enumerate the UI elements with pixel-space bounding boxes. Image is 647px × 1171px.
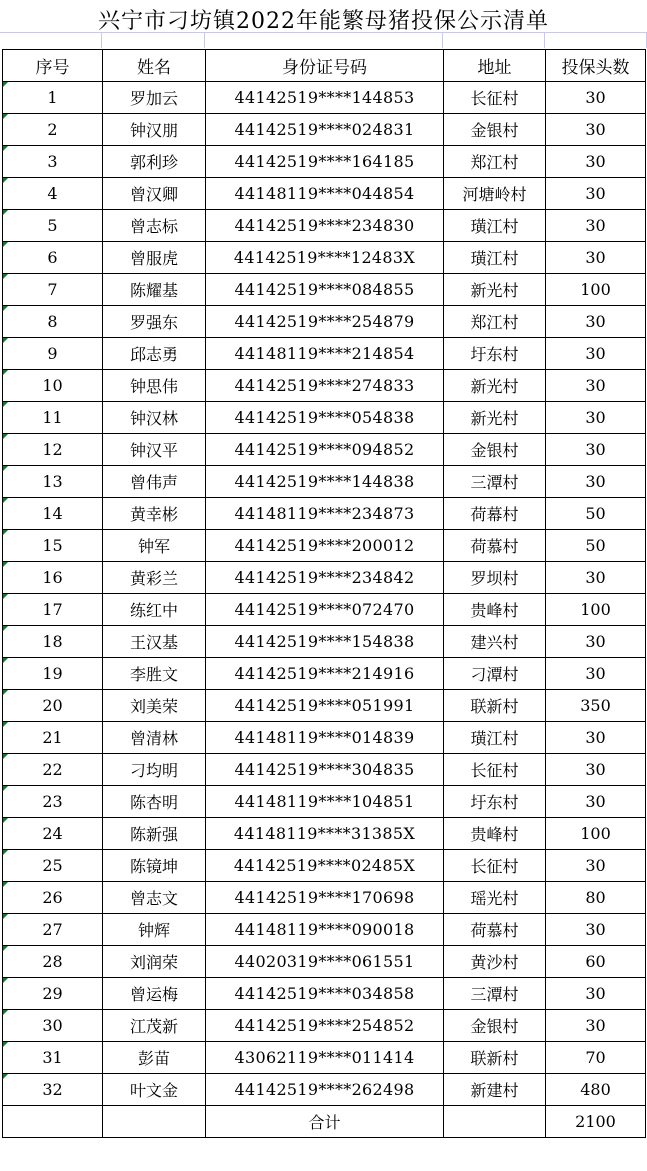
row-address-cell[interactable]: 金银村	[444, 1010, 546, 1042]
row-address-cell[interactable]: 刁潭村	[444, 658, 546, 690]
row-serial-cell[interactable]: 2	[3, 114, 103, 146]
row-count-cell[interactable]: 30	[546, 82, 646, 114]
table-row	[3, 434, 646, 466]
table-row	[3, 882, 646, 914]
row-id-cell[interactable]: 44142519****214916	[206, 658, 444, 690]
row-address-cell[interactable]: 郑江村	[444, 306, 546, 338]
row-address-cell[interactable]: 长征村	[444, 754, 546, 786]
row-name-cell[interactable]: 钟汉平	[103, 434, 206, 466]
row-count-cell[interactable]: 480	[546, 1074, 646, 1106]
row-serial-cell[interactable]: 22	[3, 754, 103, 786]
table-row	[3, 146, 646, 178]
row-count-cell[interactable]: 30	[546, 978, 646, 1010]
table-row	[3, 850, 646, 882]
row-name-cell[interactable]: 刘润荣	[103, 946, 206, 978]
row-serial-cell[interactable]: 19	[3, 658, 103, 690]
row-count-cell[interactable]: 30	[546, 146, 646, 178]
row-address-cell[interactable]: 贵峰村	[444, 818, 546, 850]
row-address-cell[interactable]: 郑江村	[444, 146, 546, 178]
row-id-cell[interactable]: 44142519****254852	[206, 1010, 444, 1042]
row-name-cell[interactable]: 陈新强	[103, 818, 206, 850]
row-serial-cell[interactable]: 7	[3, 274, 103, 306]
sheet-gridline	[101, 32, 102, 48]
row-name-cell[interactable]: 曾志标	[103, 210, 206, 242]
table-row	[3, 338, 646, 370]
row-address-cell[interactable]: 璜江村	[444, 242, 546, 274]
sheet-gridline	[204, 32, 205, 48]
table-row	[3, 626, 646, 658]
sheet-gridline	[442, 32, 443, 48]
row-id-cell[interactable]: 44142519****084855	[206, 274, 444, 306]
sheet-gridline	[544, 32, 545, 48]
header-address[interactable]: 地址	[444, 50, 546, 82]
row-name-cell[interactable]: 黄彩兰	[103, 562, 206, 594]
table-row	[3, 978, 646, 1010]
total-label[interactable]: 合计	[206, 1106, 444, 1138]
row-id-cell[interactable]: 44142519****254879	[206, 306, 444, 338]
row-address-cell[interactable]: 金银村	[444, 114, 546, 146]
table-row	[3, 402, 646, 434]
row-serial-cell[interactable]: 10	[3, 370, 103, 402]
table-row	[3, 658, 646, 690]
row-id-cell[interactable]: 44148119****104851	[206, 786, 444, 818]
row-count-cell[interactable]: 50	[546, 498, 646, 530]
row-name-cell[interactable]: 练红中	[103, 594, 206, 626]
row-name-cell[interactable]: 曾伟声	[103, 466, 206, 498]
row-count-cell[interactable]: 100	[546, 594, 646, 626]
row-id-cell[interactable]: 44142519****144838	[206, 466, 444, 498]
row-id-cell[interactable]: 44142519****304835	[206, 754, 444, 786]
row-serial-cell[interactable]: 18	[3, 626, 103, 658]
row-id-cell[interactable]: 44148119****31385X	[206, 818, 444, 850]
row-address-cell[interactable]: 三潭村	[444, 978, 546, 1010]
row-name-cell[interactable]: 江茂新	[103, 1010, 206, 1042]
row-count-cell[interactable]: 30	[546, 914, 646, 946]
row-name-cell[interactable]: 彭苗	[103, 1042, 206, 1074]
row-serial-cell[interactable]: 30	[3, 1010, 103, 1042]
row-name-cell[interactable]: 陈杏明	[103, 786, 206, 818]
total-empty-cell[interactable]	[444, 1106, 546, 1138]
row-name-cell[interactable]: 钟汉林	[103, 402, 206, 434]
row-serial-cell[interactable]: 26	[3, 882, 103, 914]
row-count-cell[interactable]: 30	[546, 338, 646, 370]
row-serial-cell[interactable]: 17	[3, 594, 103, 626]
header-row	[3, 50, 646, 82]
row-count-cell[interactable]: 30	[546, 1010, 646, 1042]
row-address-cell[interactable]: 璜江村	[444, 722, 546, 754]
row-address-cell[interactable]: 荷慕村	[444, 530, 546, 562]
row-name-cell[interactable]: 叶文金	[103, 1074, 206, 1106]
sheet-gridline	[0, 32, 647, 33]
row-address-cell[interactable]: 新光村	[444, 402, 546, 434]
row-serial-cell[interactable]: 9	[3, 338, 103, 370]
row-address-cell[interactable]: 联新村	[444, 690, 546, 722]
row-count-cell[interactable]: 50	[546, 530, 646, 562]
row-name-cell[interactable]: 曾汉卿	[103, 178, 206, 210]
row-name-cell[interactable]: 钟汉朋	[103, 114, 206, 146]
row-serial-cell[interactable]: 11	[3, 402, 103, 434]
table-row	[3, 242, 646, 274]
row-serial-cell[interactable]: 24	[3, 818, 103, 850]
table-row	[3, 1010, 646, 1042]
row-name-cell[interactable]: 曾运梅	[103, 978, 206, 1010]
row-address-cell[interactable]: 长征村	[444, 850, 546, 882]
row-name-cell[interactable]: 邱志勇	[103, 338, 206, 370]
row-id-cell[interactable]: 44142519****262498	[206, 1074, 444, 1106]
row-address-cell[interactable]: 河塘岭村	[444, 178, 546, 210]
row-id-cell[interactable]: 44142519****154838	[206, 626, 444, 658]
table-row	[3, 690, 646, 722]
row-id-cell[interactable]: 44142519****034858	[206, 978, 444, 1010]
insurance-list-table	[2, 49, 646, 1138]
table-row	[3, 498, 646, 530]
row-count-cell[interactable]: 30	[546, 466, 646, 498]
row-serial-cell[interactable]: 3	[3, 146, 103, 178]
row-id-cell[interactable]: 44148119****234873	[206, 498, 444, 530]
row-address-cell[interactable]: 圩东村	[444, 786, 546, 818]
row-count-cell[interactable]: 60	[546, 946, 646, 978]
row-name-cell[interactable]: 郭利珍	[103, 146, 206, 178]
total-empty-cell[interactable]	[103, 1106, 206, 1138]
row-id-cell[interactable]: 44142519****274833	[206, 370, 444, 402]
table-row	[3, 914, 646, 946]
row-id-cell[interactable]: 43062119****011414	[206, 1042, 444, 1074]
table-row	[3, 370, 646, 402]
row-address-cell[interactable]: 新光村	[444, 274, 546, 306]
row-serial-cell[interactable]: 27	[3, 914, 103, 946]
row-name-cell[interactable]: 李胜文	[103, 658, 206, 690]
row-id-cell[interactable]: 44142519****164185	[206, 146, 444, 178]
row-address-cell[interactable]: 联新村	[444, 1042, 546, 1074]
row-count-cell[interactable]: 30	[546, 210, 646, 242]
row-name-cell[interactable]: 王汉基	[103, 626, 206, 658]
row-address-cell[interactable]: 新光村	[444, 370, 546, 402]
row-count-cell[interactable]: 30	[546, 242, 646, 274]
row-id-cell[interactable]: 44142519****170698	[206, 882, 444, 914]
header-serial[interactable]: 序号	[3, 50, 103, 82]
row-address-cell[interactable]: 罗坝村	[444, 562, 546, 594]
table-row	[3, 82, 646, 114]
row-count-cell[interactable]: 30	[546, 114, 646, 146]
row-count-cell[interactable]: 30	[546, 786, 646, 818]
row-serial-cell[interactable]: 6	[3, 242, 103, 274]
row-count-cell[interactable]: 30	[546, 850, 646, 882]
table-row	[3, 466, 646, 498]
row-name-cell[interactable]: 陈耀基	[103, 274, 206, 306]
row-serial-cell[interactable]: 1	[3, 82, 103, 114]
row-name-cell[interactable]: 钟思伟	[103, 370, 206, 402]
row-count-cell[interactable]: 30	[546, 402, 646, 434]
total-value[interactable]: 2100	[546, 1106, 646, 1138]
row-serial-cell[interactable]: 16	[3, 562, 103, 594]
total-empty-cell[interactable]	[3, 1106, 103, 1138]
table-row	[3, 562, 646, 594]
row-count-cell[interactable]: 70	[546, 1042, 646, 1074]
row-name-cell[interactable]: 钟辉	[103, 914, 206, 946]
row-id-cell[interactable]: 44142519****072470	[206, 594, 444, 626]
row-count-cell[interactable]: 30	[546, 434, 646, 466]
row-address-cell[interactable]: 圩东村	[444, 338, 546, 370]
row-id-cell[interactable]: 44142519****234830	[206, 210, 444, 242]
row-serial-cell[interactable]: 15	[3, 530, 103, 562]
table-row	[3, 114, 646, 146]
row-serial-cell[interactable]: 12	[3, 434, 103, 466]
table-row	[3, 818, 646, 850]
table-row	[3, 786, 646, 818]
row-name-cell[interactable]: 曾清林	[103, 722, 206, 754]
row-address-cell[interactable]: 荷幕村	[444, 498, 546, 530]
row-serial-cell[interactable]: 32	[3, 1074, 103, 1106]
table-row	[3, 530, 646, 562]
total-row	[3, 1106, 646, 1138]
row-address-cell[interactable]: 璜江村	[444, 210, 546, 242]
table-row	[3, 274, 646, 306]
header-name[interactable]: 姓名	[103, 50, 206, 82]
table-row	[3, 1074, 646, 1106]
row-serial-cell[interactable]: 8	[3, 306, 103, 338]
row-name-cell[interactable]: 罗强东	[103, 306, 206, 338]
row-count-cell[interactable]: 350	[546, 690, 646, 722]
row-serial-cell[interactable]: 28	[3, 946, 103, 978]
row-serial-cell[interactable]: 31	[3, 1042, 103, 1074]
row-count-cell[interactable]: 100	[546, 818, 646, 850]
row-count-cell[interactable]: 30	[546, 370, 646, 402]
row-address-cell[interactable]: 荷慕村	[444, 914, 546, 946]
row-address-cell[interactable]: 新建村	[444, 1074, 546, 1106]
row-name-cell[interactable]: 曾志文	[103, 882, 206, 914]
row-id-cell[interactable]: 44148119****044854	[206, 178, 444, 210]
row-id-cell[interactable]: 44142519****12483X	[206, 242, 444, 274]
row-id-cell[interactable]: 44142519****234842	[206, 562, 444, 594]
row-address-cell[interactable]: 贵峰村	[444, 594, 546, 626]
row-count-cell[interactable]: 30	[546, 562, 646, 594]
row-address-cell[interactable]: 建兴村	[444, 626, 546, 658]
document-title: 兴宁市刁坊镇2022年能繁母猪投保公示清单	[98, 8, 549, 34]
row-id-cell[interactable]: 44142519****094852	[206, 434, 444, 466]
row-serial-cell[interactable]: 13	[3, 466, 103, 498]
row-name-cell[interactable]: 曾服虎	[103, 242, 206, 274]
row-name-cell[interactable]: 黄幸彬	[103, 498, 206, 530]
table-row	[3, 306, 646, 338]
row-count-cell[interactable]: 30	[546, 722, 646, 754]
row-serial-cell[interactable]: 20	[3, 690, 103, 722]
row-id-cell[interactable]: 44142519****024831	[206, 114, 444, 146]
row-serial-cell[interactable]: 23	[3, 786, 103, 818]
header-insured-count[interactable]: 投保头数	[546, 50, 646, 82]
row-name-cell[interactable]: 刁均明	[103, 754, 206, 786]
row-id-cell[interactable]: 44148119****090018	[206, 914, 444, 946]
row-name-cell[interactable]: 罗加云	[103, 82, 206, 114]
table-row	[3, 722, 646, 754]
row-id-cell[interactable]: 44148119****214854	[206, 338, 444, 370]
row-count-cell[interactable]: 100	[546, 274, 646, 306]
row-id-cell[interactable]: 44142519****054838	[206, 402, 444, 434]
row-serial-cell[interactable]: 29	[3, 978, 103, 1010]
row-id-cell[interactable]: 44142519****144853	[206, 82, 444, 114]
row-count-cell[interactable]: 30	[546, 626, 646, 658]
row-serial-cell[interactable]: 4	[3, 178, 103, 210]
row-name-cell[interactable]: 刘美荣	[103, 690, 206, 722]
row-address-cell[interactable]: 黄沙村	[444, 946, 546, 978]
header-id-number[interactable]: 身份证号码	[206, 50, 444, 82]
row-address-cell[interactable]: 三潭村	[444, 466, 546, 498]
row-id-cell[interactable]: 44142519****02485X	[206, 850, 444, 882]
row-address-cell[interactable]: 金银村	[444, 434, 546, 466]
table-row	[3, 178, 646, 210]
row-count-cell[interactable]: 30	[546, 178, 646, 210]
row-name-cell[interactable]: 钟军	[103, 530, 206, 562]
row-count-cell[interactable]: 80	[546, 882, 646, 914]
row-count-cell[interactable]: 30	[546, 754, 646, 786]
row-count-cell[interactable]: 30	[546, 306, 646, 338]
row-id-cell[interactable]: 44020319****061551	[206, 946, 444, 978]
table-row	[3, 1042, 646, 1074]
row-count-cell[interactable]: 30	[546, 658, 646, 690]
row-id-cell[interactable]: 44142519****051991	[206, 690, 444, 722]
row-serial-cell[interactable]: 5	[3, 210, 103, 242]
row-serial-cell[interactable]: 14	[3, 498, 103, 530]
row-id-cell[interactable]: 44148119****014839	[206, 722, 444, 754]
table-row	[3, 594, 646, 626]
table-row	[3, 210, 646, 242]
row-name-cell[interactable]: 陈镜坤	[103, 850, 206, 882]
row-serial-cell[interactable]: 25	[3, 850, 103, 882]
row-address-cell[interactable]: 长征村	[444, 82, 546, 114]
table-row	[3, 946, 646, 978]
row-id-cell[interactable]: 44142519****200012	[206, 530, 444, 562]
row-address-cell[interactable]: 瑶光村	[444, 882, 546, 914]
row-serial-cell[interactable]: 21	[3, 722, 103, 754]
table-row	[3, 754, 646, 786]
